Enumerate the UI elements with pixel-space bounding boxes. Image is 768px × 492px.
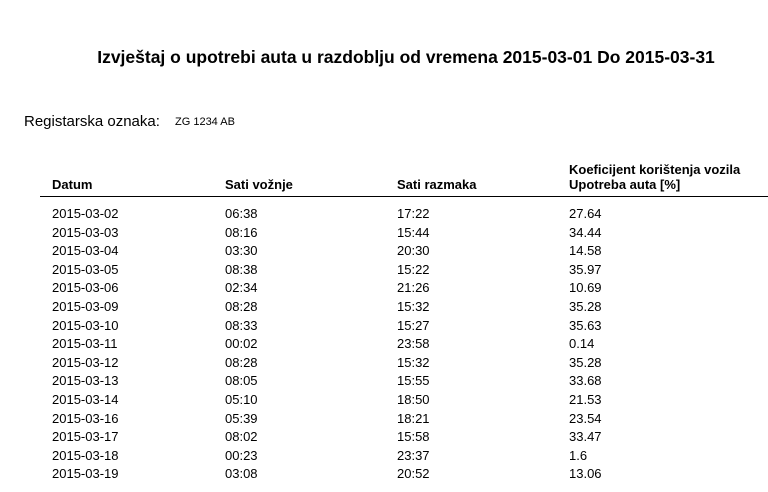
date-cell: 2015-03-03: [52, 224, 119, 240]
usage-percent-cell: 35.97: [569, 261, 602, 277]
driving-hours-cell: 03:08: [225, 466, 258, 482]
gap-hours-cell: 15:44: [397, 224, 430, 240]
usage-percent-cell: 33.47: [569, 429, 602, 445]
usage-percent-cell: 10.69: [569, 280, 602, 296]
table-row: [0, 242, 768, 261]
gap-hours-cell: 23:58: [397, 336, 430, 352]
table-row: [0, 428, 768, 447]
driving-hours-cell: 05:39: [225, 410, 258, 426]
column-header-usage-coefficient: Koeficijent korištenja vozila: [569, 162, 741, 177]
table-row: [0, 261, 768, 280]
usage-percent-cell: 14.58: [569, 243, 602, 259]
driving-hours-cell: 02:34: [225, 280, 258, 296]
table-row: [0, 205, 768, 224]
table-row: [0, 447, 768, 466]
date-cell: 2015-03-09: [52, 298, 119, 314]
usage-percent-cell: 13.06: [569, 466, 602, 482]
driving-hours-cell: 08:28: [225, 298, 258, 314]
date-cell: 2015-03-13: [52, 373, 119, 389]
gap-hours-cell: 15:32: [397, 298, 430, 314]
gap-hours-cell: 23:37: [397, 447, 430, 463]
date-cell: 2015-03-10: [52, 317, 119, 333]
usage-percent-cell: 1.6: [569, 447, 588, 463]
date-cell: 2015-03-19: [52, 466, 119, 482]
date-cell: 2015-03-14: [52, 391, 119, 407]
date-cell: 2015-03-17: [52, 429, 119, 445]
table-row: [0, 298, 768, 317]
driving-hours-cell: 05:10: [225, 391, 258, 407]
table-row: [0, 335, 768, 354]
driving-hours-cell: 08:38: [225, 261, 258, 277]
table-row: [0, 279, 768, 298]
gap-hours-cell: 17:22: [397, 206, 430, 221]
driving-hours-cell: 06:38: [225, 206, 258, 221]
usage-percent-cell: 33.68: [569, 373, 602, 389]
table-row: [0, 224, 768, 243]
gap-hours-cell: 15:32: [397, 354, 430, 370]
driving-hours-cell: 03:30: [225, 243, 258, 259]
usage-percent-cell: 0.14: [569, 336, 595, 352]
table-row: [0, 410, 768, 429]
table-row: [0, 372, 768, 391]
date-cell: 2015-03-02: [52, 206, 119, 221]
usage-percent-cell: 23.54: [569, 410, 602, 426]
driving-hours-cell: 00:23: [225, 447, 258, 463]
usage-percent-cell: 34.44: [569, 224, 602, 240]
date-cell: 2015-03-16: [52, 410, 119, 426]
usage-percent-cell: 21.53: [569, 391, 602, 407]
gap-hours-cell: 15:22: [397, 261, 430, 277]
date-cell: 2015-03-18: [52, 447, 119, 463]
gap-hours-cell: 15:55: [397, 373, 430, 389]
date-cell: 2015-03-04: [52, 243, 119, 259]
gap-hours-cell: 20:30: [397, 243, 430, 259]
driving-hours-cell: 08:33: [225, 317, 258, 333]
column-header-usage-percent: Upotreba auta [%]: [569, 177, 681, 192]
date-cell: 2015-03-11: [52, 336, 118, 352]
gap-hours-cell: 20:52: [397, 466, 430, 482]
date-cell: 2015-03-05: [52, 261, 119, 277]
gap-hours-cell: 18:21: [397, 410, 430, 426]
date-cell: 2015-03-06: [52, 280, 119, 296]
table-row: [0, 465, 768, 484]
registration-value: ZG 1234 AB: [175, 116, 235, 128]
driving-hours-cell: 08:02: [225, 429, 258, 445]
gap-hours-cell: 15:58: [397, 429, 430, 445]
header-divider: [40, 196, 768, 197]
driving-hours-cell: 08:28: [225, 354, 258, 370]
column-header-driving-hours: Sati vožnje: [225, 177, 293, 192]
report-title: Izvještaj o upotrebi auta u razdoblju od vremena 2015-03-01 Do 2015-03-31: [97, 47, 715, 67]
usage-percent-cell: 35.63: [569, 317, 602, 333]
usage-percent-cell: 27.64: [569, 206, 602, 221]
gap-hours-cell: 21:26: [397, 280, 430, 296]
registration-label: Registarska oznaka:: [24, 113, 160, 130]
usage-percent-cell: 35.28: [569, 354, 602, 370]
driving-hours-cell: 00:02: [225, 336, 258, 352]
gap-hours-cell: 18:50: [397, 391, 430, 407]
table-row: [0, 391, 768, 410]
date-cell: 2015-03-12: [52, 354, 119, 370]
usage-percent-cell: 35.28: [569, 298, 602, 314]
table-row: [0, 354, 768, 373]
column-header-date: Datum: [52, 177, 93, 192]
table-row: [0, 317, 768, 336]
gap-hours-cell: 15:27: [397, 317, 430, 333]
driving-hours-cell: 08:05: [225, 373, 258, 389]
column-header-gap-hours: Sati razmaka: [397, 177, 477, 192]
table-body: [0, 205, 768, 484]
driving-hours-cell: 08:16: [225, 224, 258, 240]
